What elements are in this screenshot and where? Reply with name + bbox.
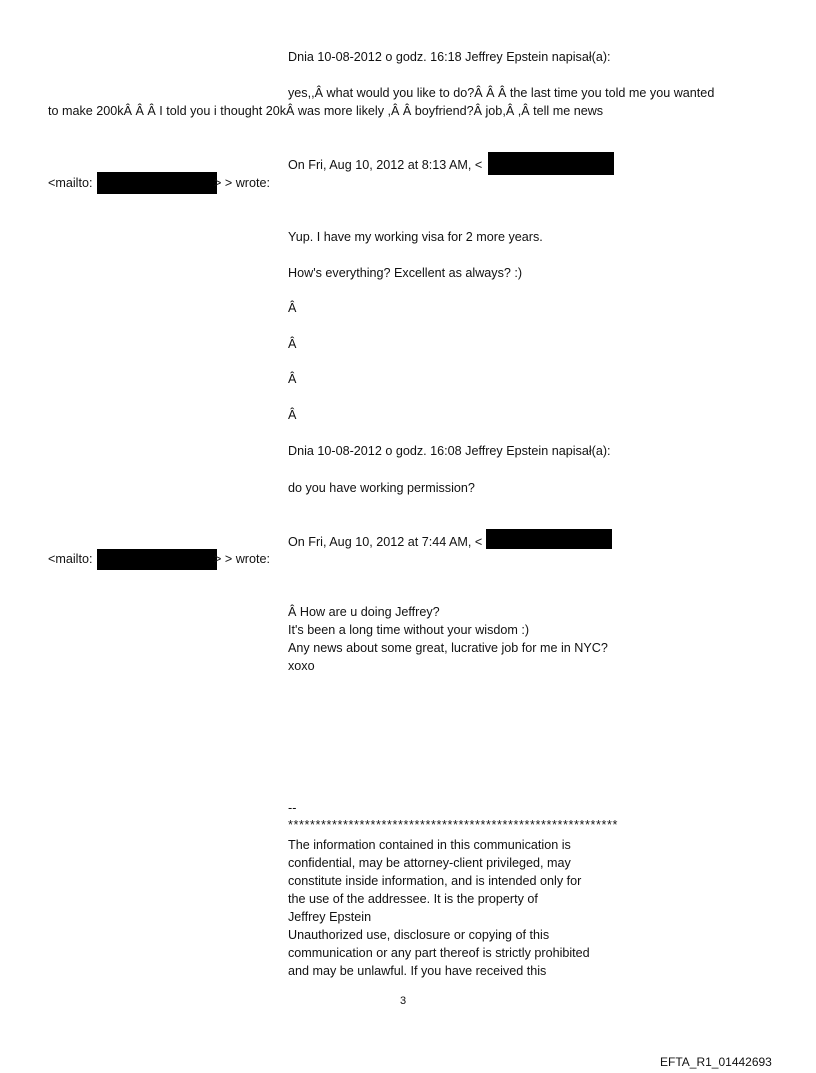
nbsp-line: Â (288, 301, 297, 315)
message-body-line: Â How are u doing Jeffrey? (288, 605, 440, 619)
disclaimer-line: communication or any part thereof is strictly prohibited (288, 946, 590, 960)
reply-header: On Fri, Aug 10, 2012 at 7:44 AM, < (288, 535, 483, 549)
disclaimer-line: and may be unlawful. If you have received this (288, 964, 547, 978)
redaction-box (97, 172, 217, 194)
nbsp-line: Â (288, 337, 297, 351)
bates-stamp: EFTA_R1_01442693 (660, 1055, 772, 1069)
message-body-line: Any news about some great, lucrative job for me in NYC? (288, 641, 608, 655)
message-body-line: to make 200kÂ Â Â I told you i thought 20kÂ was more likely ,Â Â boyfriend?Â job,Â ,Â tell me news (48, 104, 604, 118)
message-body-line: Yup. I have my working visa for 2 more years. (288, 230, 543, 244)
disclaimer-line: constitute inside information, and is intended only for (288, 874, 582, 888)
mailto-label: <mailto: (48, 552, 93, 566)
reply-header: On Fri, Aug 10, 2012 at 8:13 AM, < (288, 158, 483, 172)
signature-separator: -- (288, 801, 297, 815)
disclaimer-line: the use of the addressee. It is the property of (288, 892, 538, 906)
disclaimer-line: The information contained in this communication is (288, 838, 571, 852)
nbsp-line: Â (288, 372, 297, 386)
nbsp-line: Â (288, 408, 297, 422)
disclaimer-line: Jeffrey Epstein (288, 910, 372, 924)
page-number: 3 (400, 995, 407, 1007)
message-header: Dnia 10-08-2012 o godz. 16:18 Jeffrey Epstein napisał(a): (288, 50, 611, 64)
asterisk-divider: ************************************************************ (288, 818, 619, 832)
message-body-line: How's everything? Excellent as always? :) (288, 266, 523, 280)
mailto-label: <mailto: (48, 176, 93, 190)
message-body-line: It's been a long time without your wisdom :) (288, 623, 530, 637)
wrote-label: > > wrote: (214, 176, 271, 190)
message-body-line: do you have working permission? (288, 481, 475, 495)
redaction-box (97, 549, 217, 570)
message-body-line: yes,,Â what would you like to do?Â Â Â the last time you told me you wanted (288, 86, 715, 100)
disclaimer-line: confidential, may be attorney-client privileged, may (288, 856, 571, 870)
wrote-label: > > wrote: (214, 552, 271, 566)
redaction-box (488, 152, 614, 175)
message-body-line: xoxo (288, 659, 315, 673)
message-header: Dnia 10-08-2012 o godz. 16:08 Jeffrey Epstein napisał(a): (288, 444, 611, 458)
disclaimer-line: Unauthorized use, disclosure or copying of this (288, 928, 550, 942)
redaction-box (486, 529, 612, 549)
